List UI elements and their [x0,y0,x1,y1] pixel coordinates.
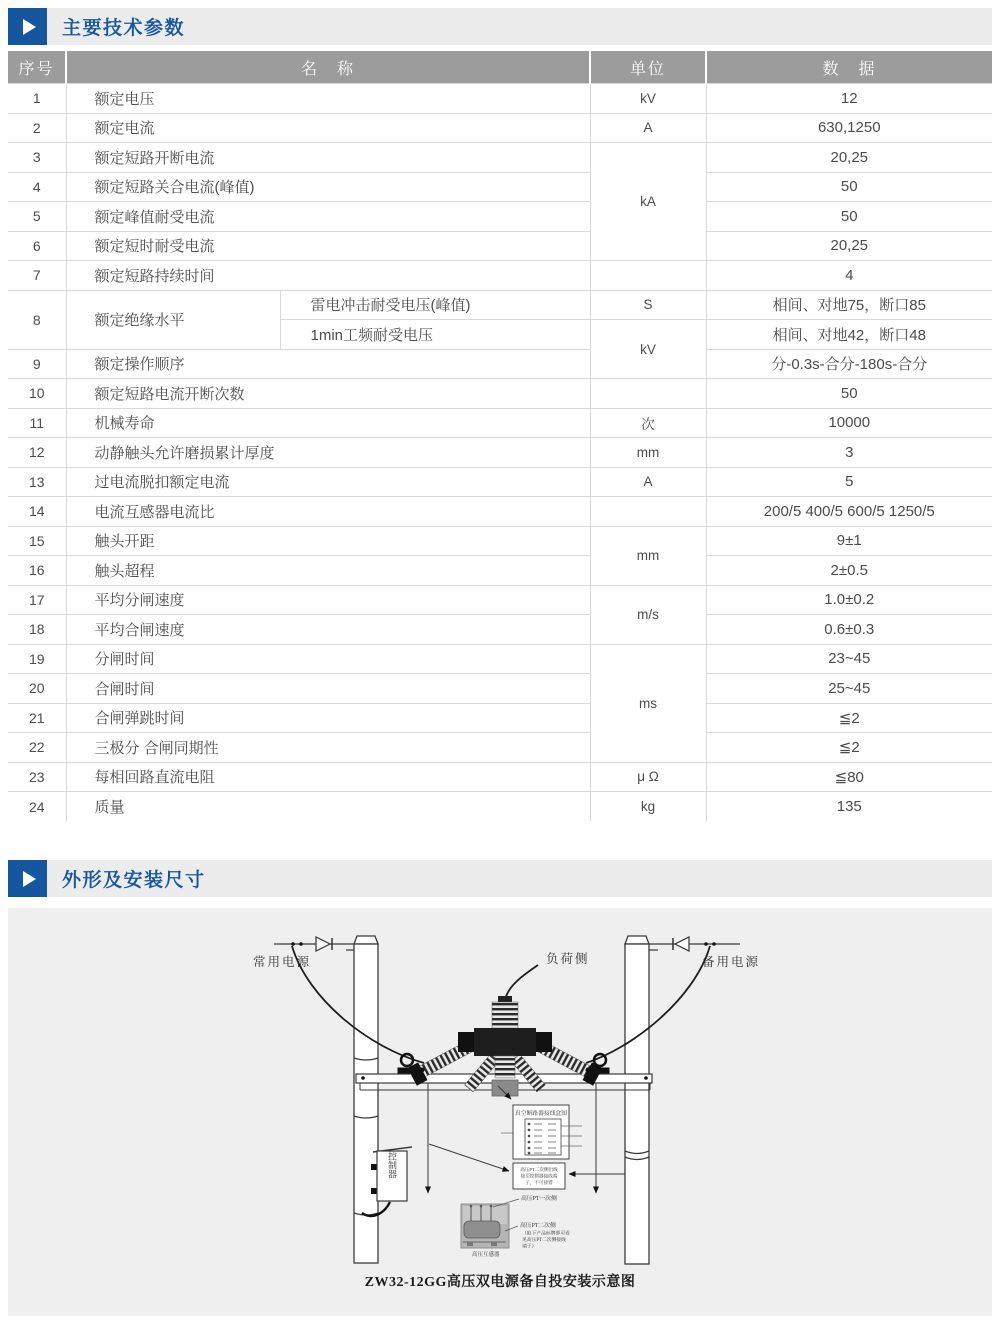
col-header-data: 数 据 [706,51,992,84]
table-cell-name: 每相回路直流电阻 [66,762,590,792]
diagram-caption: ZW32-12GG高压双电源备自投安装示意图 [364,1275,636,1290]
table-row [8,733,992,763]
pt-photo [461,1204,509,1258]
table-row [8,202,992,232]
table-cell-no: 9 [8,349,66,379]
table-cell-data: 0.6±0.3 [706,615,992,645]
table-cell-data: 12 [706,84,992,114]
pt-note-line-2: 见高压PT二次侧接线 [522,1238,566,1243]
table-cell-sub: 1min工频耐受电压 [280,320,590,350]
table-cell-no: 5 [8,202,66,232]
note-line-1: 高压PT二次侧出线 [520,1167,558,1172]
table-cell-unit: 次 [590,408,706,438]
table-row [8,526,992,556]
table-cell-data: 135 [706,792,992,822]
table-cell-name: 额定短路关合电流(峰值) [66,172,590,202]
col-header-unit: 单位 [590,51,706,84]
table-cell-data: 4 [706,261,992,291]
table-cell-data: 20,25 [706,231,992,261]
table-row [8,290,992,320]
note-box [513,1163,565,1189]
table-row [8,556,992,586]
table-cell-unit: kA [590,143,706,261]
table-cell-name: 额定绝缘水平 [66,290,280,349]
table-cell-unit: kg [590,792,706,822]
table-cell-unit: mm [590,526,706,585]
table-row [8,261,992,291]
table-cell-unit: kV [590,84,706,114]
table-cell-no: 10 [8,379,66,409]
table-cell-name: 额定短路开断电流 [66,143,590,173]
table-cell-no: 19 [8,644,66,674]
table-row [8,762,992,792]
table-cell-no: 7 [8,261,66,291]
table-cell-data: 相间、对地42，断口48 [706,320,992,350]
table-cell-data: 相间、对地75，断口85 [706,290,992,320]
table-cell-no: 2 [8,113,66,143]
table-cell-data: 10000 [706,408,992,438]
load-side-label: 负荷侧 [546,952,590,966]
table-cell-name: 平均合闸速度 [66,615,590,645]
table-row [8,792,992,822]
table-cell-data: ≦2 [706,733,992,763]
pt-secondary-label: 高压PT二次侧 [520,1223,556,1229]
pole-right [625,936,649,1264]
table-cell-data: 23~45 [706,644,992,674]
installation-diagram-panel [8,908,992,1316]
table-cell-name: 额定短时耐受电流 [66,231,590,261]
table-cell-data: 50 [706,172,992,202]
table-row [8,408,992,438]
note-line-3: 子，不可接错 [525,1180,553,1185]
table-cell-unit: μ Ω [590,762,706,792]
table-cell-name: 三极分 合闸同期性 [66,733,590,763]
source-backup-label: 备用电源 [702,955,761,969]
overhead-lines [274,944,740,950]
table-cell-data: 200/5 400/5 600/5 1250/5 [706,497,992,527]
table-row [8,467,992,497]
section-header-dimensions [8,860,992,897]
table-cell-name: 触头开距 [66,526,590,556]
play-triangle-icon [23,19,36,35]
table-row [8,113,992,143]
table-cell-name: 分闸时间 [66,644,590,674]
table-cell-no: 17 [8,585,66,615]
table-row [8,231,992,261]
table-cell-name: 额定短路持续时间 [66,261,590,291]
table-row [8,674,992,704]
pt-photo-caption: 高压互感器 [472,1252,500,1258]
table-cell-data: 3 [706,438,992,468]
tech-params-table [8,51,992,821]
section-marker [8,860,47,897]
table-cell-no: 18 [8,615,66,645]
table-row [8,172,992,202]
table-cell-no: 24 [8,792,66,822]
table-cell-name: 机械寿命 [66,408,590,438]
table-cell-unit [590,497,706,527]
table-cell-no: 8 [8,290,66,349]
table-cell-no: 21 [8,703,66,733]
table-cell-no: 3 [8,143,66,173]
table-row [8,84,992,114]
table-cell-sub: 雷电冲击耐受电压(峰值) [280,290,590,320]
table-cell-name: 额定短路电流开断次数 [66,379,590,409]
table-cell-data: 25~45 [706,674,992,704]
table-cell-unit: m/s [590,585,706,644]
table-cell-name: 合闸弹跳时间 [66,703,590,733]
table-cell-unit: A [590,467,706,497]
table-row [8,497,992,527]
table-cell-unit [590,261,706,291]
table-cell-no: 13 [8,467,66,497]
table-row [8,703,992,733]
table-cell-no: 16 [8,556,66,586]
source-main-label: 常用电源 [253,955,312,969]
table-cell-name: 额定电压 [66,84,590,114]
table-cell-name: 额定操作顺序 [66,349,590,379]
table-cell-data: 9±1 [706,526,992,556]
table-cell-data: 1.0±0.2 [706,585,992,615]
junction-box-diagram [501,1105,582,1159]
table-cell-data: 20,25 [706,143,992,173]
table-row [8,615,992,645]
table-cell-name: 额定电流 [66,113,590,143]
table-cell-unit [590,379,706,409]
table-cell-name: 触头超程 [66,556,590,586]
table-cell-no: 1 [8,84,66,114]
table-cell-name: 过电流脱扣额定电流 [66,467,590,497]
table-cell-unit: ms [590,644,706,762]
table-cell-no: 6 [8,231,66,261]
note-line-2: 接至控制器接线端 [520,1173,558,1179]
table-cell-data: ≦2 [706,703,992,733]
table-cell-no: 11 [8,408,66,438]
pt-note-line-1: （取下产品标牌即可看 [522,1231,570,1237]
table-cell-name: 平均分闸速度 [66,585,590,615]
junction-box-title: 真空断路器接线盒图 [514,1111,568,1117]
controller-label-char1: 控制器 [387,1151,397,1179]
table-cell-name: 额定峰值耐受电流 [66,202,590,232]
table-cell-name: 电流互感器电流比 [66,497,590,527]
table-cell-name: 质量 [66,792,590,822]
table-header-row [8,51,992,84]
table-cell-data: 630,1250 [706,113,992,143]
table-cell-no: 12 [8,438,66,468]
section-title-tech-params: 主要技术参数 [62,18,186,39]
table-cell-unit: mm [590,438,706,468]
pt-note-line-3: 端子） [522,1244,537,1250]
table-cell-unit: A [590,113,706,143]
table-cell-no: 22 [8,733,66,763]
section-header-tech-params [8,8,992,45]
table-row [8,349,992,379]
table-cell-unit: kV [590,320,706,379]
section-marker [8,8,47,45]
table-cell-data: 50 [706,202,992,232]
table-cell-name: 合闸时间 [66,674,590,704]
table-row [8,644,992,674]
table-cell-no: 15 [8,526,66,556]
table-cell-data: 50 [706,379,992,409]
col-header-name: 名 称 [66,51,590,84]
table-cell-no: 20 [8,674,66,704]
table-cell-data: 分-0.3s-合分-180s-合分 [706,349,992,379]
table-cell-unit: S [590,290,706,320]
table-row [8,585,992,615]
table-cell-data: 2±0.5 [706,556,992,586]
table-row [8,379,992,409]
table-cell-no: 4 [8,172,66,202]
play-triangle-icon [23,871,36,887]
section-title-dimensions: 外形及安装尺寸 [62,870,206,891]
table-cell-name: 动静触头允许磨损累计厚度 [66,438,590,468]
table-row [8,438,992,468]
col-header-no: 序号 [8,51,66,84]
table-cell-data: ≦80 [706,762,992,792]
table-row [8,143,992,173]
installation-diagram [8,908,992,1316]
pt-primary-label: 高压PT一次侧 [521,1196,557,1202]
table-cell-data: 5 [706,467,992,497]
table-cell-no: 14 [8,497,66,527]
table-cell-no: 23 [8,762,66,792]
